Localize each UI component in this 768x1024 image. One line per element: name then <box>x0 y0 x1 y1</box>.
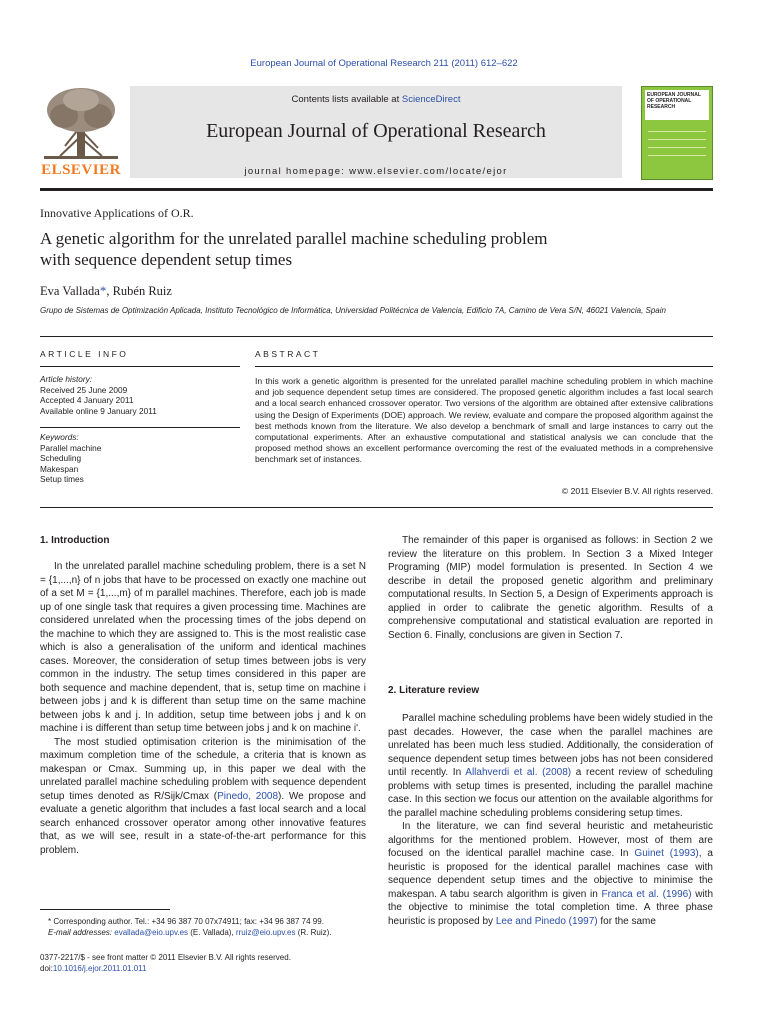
keyword-item: Setup times <box>40 474 84 485</box>
lit-p1-text: a recent review of scheduling problems with setup times is presented, including the parallel machine case. In this section we focus our attention on the available algorithms for the parallel machine scheduling problems considering setup times. <box>388 767 713 819</box>
abstract-bottom-rule <box>40 507 713 508</box>
citation-link[interactable]: Pinedo, 2008 <box>217 790 279 802</box>
front-matter-footer <box>40 952 400 974</box>
article-history <box>40 374 240 416</box>
email-link-ruiz[interactable]: rruiz@eio.upv.es <box>235 928 296 937</box>
lit-p2-text: for the same <box>597 915 656 927</box>
lit-p2-text: In the literature, we can find several heuristic and metaheuristic algorithms for the mentioned problem. However, most of them are focused on the identical parallel machine case. In <box>388 821 713 859</box>
lit-p2-text: , a heuristic is proposed for the identical parallel machines case with sequence dependent setup times and the objective to minimise the makespan. A tabu search algorithm is given in <box>388 848 713 900</box>
abstract-copyright: © 2011 Elsevier B.V. All rights reserved. <box>561 486 713 496</box>
author-affiliation: Grupo de Sistemas de Optimización Aplicada, Instituto Tecnológico de Informática, Universidad Politécnica de Valencia, Edificio 7A, Camino de Vera S/N, 46021 Valencia, Spain <box>40 306 666 315</box>
journal-homepage[interactable]: journal homepage: www.elsevier.com/locate/ejor <box>244 166 508 177</box>
history-label: Article history: <box>40 374 93 384</box>
doi-line <box>40 963 400 974</box>
footnote-rule <box>40 909 170 910</box>
abstract-rule <box>255 366 713 367</box>
section-heading-literature-review: 2. Literature review <box>388 685 480 696</box>
keywords-block <box>40 432 240 485</box>
section-heading-introduction: 1. Introduction <box>40 535 110 546</box>
intro-paragraph-1: In the unrelated parallel machine scheduling problem, there is a set N = {1,...,n} of n jobs that have to be processed on exactly one machine out of a set M = {1,...,m} of m parallel machines. Therefore, each job is made up of one single task that requires a given processing time. Machines are considered unrelated when the processing times of the jobs depend on the machine to which they are assigned to. This is the most realistic case which is also a generalisation of the uniform and identical machines cases. Moreover, the consideration of setup times between jobs is very common in the industry. The setup times considered in this paper are both sequence and machine dependent, that is, setup time on machine i between jobs j and k is different than setup time on the same machine between jobs k and j. In addition, setup time between jobs j and k on machine i is different than setup time between jobs j and k on machine i'. <box>40 561 366 734</box>
cover-stripe <box>648 147 706 148</box>
keyword-item: Makespan <box>40 463 79 474</box>
title-line-1: A genetic algorithm for the unrelated parallel machine scheduling problem <box>40 229 548 248</box>
intro-paragraph-2 <box>40 736 366 858</box>
keyword-item: Parallel machine <box>40 442 102 453</box>
cover-stripe <box>648 131 706 132</box>
abstract-text: In this work a genetic algorithm is presented for the unrelated parallel machine scheduling problem in which machine and job sequence dependent setup times are considered. The proposed genetic algorithm includes a fast local search and a local search enhanced crossover operator. Two versions of the algorithm are obtained after extensive calibrations using the Design of Experiments (DOE) approach. We review, evaluate and compare the proposed algorithm against the best methods known from the literature. We also develop a benchmark of small and large instances to carry out the computational experiments. After an exhaustive computational and statistical analysis we can conclude that the proposed method shows an excellent performance overcoming the rest of the evaluated methods in a comprehensive benchmark set of instances. <box>255 376 713 465</box>
keywords-label: Keywords: <box>40 432 79 442</box>
contents-prefix: Contents lists available at <box>291 94 402 105</box>
citation-link[interactable]: Guinet (1993) <box>634 848 699 859</box>
email-owner: (E. Vallada), <box>188 928 236 937</box>
corresponding-author-footnote <box>48 916 378 938</box>
paper-title <box>40 228 720 270</box>
outline-paragraph: The remainder of this paper is organised as follows: in Section 2 we review the literature on this problem. In Section 3 a Mixed Integer Programing (MIP) model formulation is presented. In Section 4 we describe in detail the proposed genetic algorithm and preliminary computational results. In Section 5, a Design of Experiments approach is applied in order to calibrate the genetic algorithm. Results of a comprehensive computational and statistical evaluation are reported in Section 6. Finally, conclusions are given in Section 7. <box>388 535 713 641</box>
history-accepted: Accepted 4 January 2011 <box>40 395 134 406</box>
journal-cover-thumbnail[interactable] <box>641 86 713 180</box>
header-rule <box>40 188 713 191</box>
author-ruiz: Rubén Ruiz <box>112 284 172 298</box>
email-line <box>48 927 378 938</box>
elsevier-tree-logo <box>40 86 122 160</box>
literature-paragraph-2 <box>388 820 713 928</box>
sciencedirect-link[interactable]: ScienceDirect <box>401 94 461 105</box>
email-owner: (R. Ruiz). <box>295 928 332 937</box>
keywords-rule <box>40 427 240 428</box>
keyword-item: Scheduling <box>40 453 82 464</box>
author-list <box>40 283 172 299</box>
citation-link[interactable]: Allahverdi et al. (2008) <box>465 767 572 778</box>
citation-link[interactable]: Franca et al. (1996) <box>601 888 692 900</box>
intro-p2-text: The most studied optimisation criterion is the minimisation of the maximum completion time of the schedule, a criteria that is known as makespan or Cmax. Summing up, in this paper we deal with the unrelated parallel machine scheduling problem with sequence dependent setup times denoted as R/Sijk/Cmax ( <box>40 736 366 802</box>
literature-paragraph-1 <box>388 712 713 820</box>
lit-p1-text: Parallel machine scheduling problems have been widely studied in the past decades. However, the case when the parallel machines are unrelated has been much less studied. Additionally, the consideration of sequence dependent setup times between jobs has not been considered until recently. In <box>388 713 713 778</box>
email-label: E-mail addresses: <box>48 928 115 937</box>
author-vallada: Eva Vallada <box>40 284 100 298</box>
author-separator: , <box>106 284 113 298</box>
right-column-body <box>388 534 713 642</box>
cover-stripe <box>648 155 706 156</box>
corresponding-author-contact: * Corresponding author. Tel.: +34 96 387 70 07x74911; fax: +34 96 387 74 99. <box>48 917 324 926</box>
email-link-vallada[interactable]: evallada@eio.upv.es <box>114 928 189 937</box>
article-info-heading: ARTICLE INFO <box>40 349 129 359</box>
doi-label: doi: <box>40 964 53 973</box>
contents-line <box>130 94 622 105</box>
doi-link[interactable]: 10.1016/j.ejor.2011.01.011 <box>52 964 147 973</box>
abstract-heading: ABSTRACT <box>255 349 321 359</box>
corresponding-author-mark[interactable]: * <box>99 283 107 298</box>
literature-review-body <box>388 712 713 928</box>
cover-title: EUROPEAN JOURNAL OF OPERATIONAL RESEARCH <box>645 90 709 120</box>
affiliation-rule <box>40 336 713 337</box>
title-line-2: with sequence dependent setup times <box>40 250 293 269</box>
lit-p2-text: with the objective to minimise the total completion time. A three phase heuristic is proposed by <box>388 888 714 927</box>
history-online: Available online 9 January 2011 <box>40 405 157 416</box>
issn-line: 0377-2217/$ - see front matter © 2011 Elsevier B.V. All rights reserved. <box>40 953 291 962</box>
article-info-rule <box>40 366 240 367</box>
elsevier-wordmark[interactable]: ELSEVIER <box>41 162 121 178</box>
intro-p2-text: ). We propose and evaluate a genetic algorithm that includes a fast local search and a local search enhanced crossover operator among other innovative features that, as we will see, result in a state-of-the-art performance for this problem. <box>40 790 366 856</box>
citation-link[interactable]: Lee and Pinedo (1997) <box>495 915 598 927</box>
history-received: Received 25 June 2009 <box>40 384 128 395</box>
article-section: Innovative Applications of O.R. <box>40 206 194 220</box>
journal-citation[interactable]: European Journal of Operational Research 211 (2011) 612–622 <box>250 58 518 69</box>
journal-title: European Journal of Operational Research <box>206 120 546 142</box>
cover-stripe <box>648 139 706 140</box>
intro-body <box>40 560 366 857</box>
